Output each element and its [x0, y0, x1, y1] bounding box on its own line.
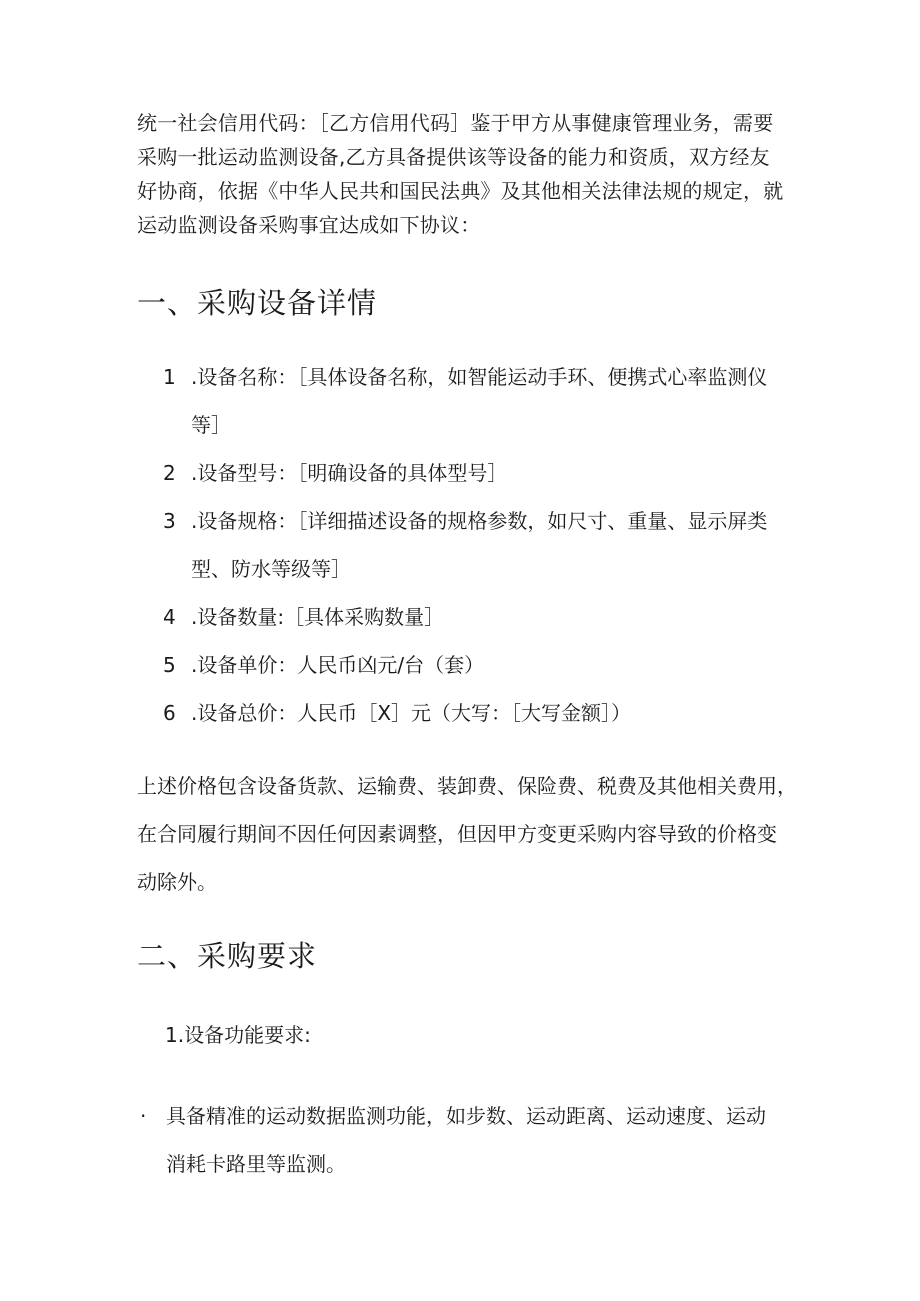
intro-line: 统一社会信用代码：［乙方信用代码］鉴于甲方从事健康管理业务，需要	[137, 111, 774, 135]
item-number: 1	[163, 365, 176, 389]
item-text: 型、防水等级等］	[191, 557, 351, 581]
subheading-function-requirements: 1.设备功能要求:	[165, 1023, 311, 1047]
equipment-details-list	[163, 353, 803, 737]
section-heading-equipment-details: 一、采购设备详情	[137, 286, 378, 320]
list-item	[163, 497, 803, 593]
item-number: 4	[163, 605, 176, 629]
item-number: 2	[163, 461, 176, 485]
bullet-dot-icon: ·	[140, 1104, 147, 1128]
bullet-item	[140, 1092, 800, 1188]
item-text: .设备型号：［明确设备的具体型号］	[191, 461, 508, 485]
intro-line: 运动监测设备采购事宜达成如下协议：	[137, 213, 481, 237]
list-item	[163, 593, 803, 641]
list-item	[163, 449, 803, 497]
item-text: 等］	[191, 413, 231, 437]
intro-paragraph	[137, 106, 797, 242]
price-note-paragraph	[137, 762, 817, 906]
item-text: .设备数量:［具体采购数量］	[191, 605, 445, 629]
note-line: 在合同履行期间不因任何因素调整，但因甲方变更采购内容导致的价格变	[137, 822, 777, 846]
intro-line: 采购一批运动监测设备,乙方具备提供该等设备的能力和资质，双方经友	[137, 145, 770, 169]
item-number: 6	[163, 701, 176, 725]
list-item	[163, 353, 803, 449]
bullet-text: 具备精准的运动数据监测功能，如步数、运动距离、运动速度、运动	[166, 1104, 766, 1128]
item-number: 5	[163, 653, 176, 677]
item-text: .设备名称：［具体设备名称，如智能运动手环、便携式心率监测仪	[191, 365, 768, 389]
note-line: 动除外。	[137, 870, 217, 894]
intro-line: 好协商，依据《中华人民共和国民法典》及其他相关法律法规的规定，就	[137, 179, 784, 203]
list-item	[163, 689, 803, 737]
bullet-text: 消耗卡路里等监测。	[166, 1152, 346, 1176]
section-heading-procurement-requirements: 二、采购要求	[137, 939, 318, 973]
list-item	[163, 641, 803, 689]
item-number: 3	[163, 509, 176, 533]
note-line: 上述价格包含设备货款、运输费、装卸费、保险费、税费及其他相关费用，	[137, 774, 797, 798]
item-text: .设备总价：人民币［X］元（大写：［大写金额］）	[191, 701, 632, 725]
item-text: .设备规格：［详细描述设备的规格参数，如尺寸、重量、显示屏类	[191, 509, 768, 533]
item-text: .设备单价：人民币凶元/台（套）	[191, 653, 485, 677]
